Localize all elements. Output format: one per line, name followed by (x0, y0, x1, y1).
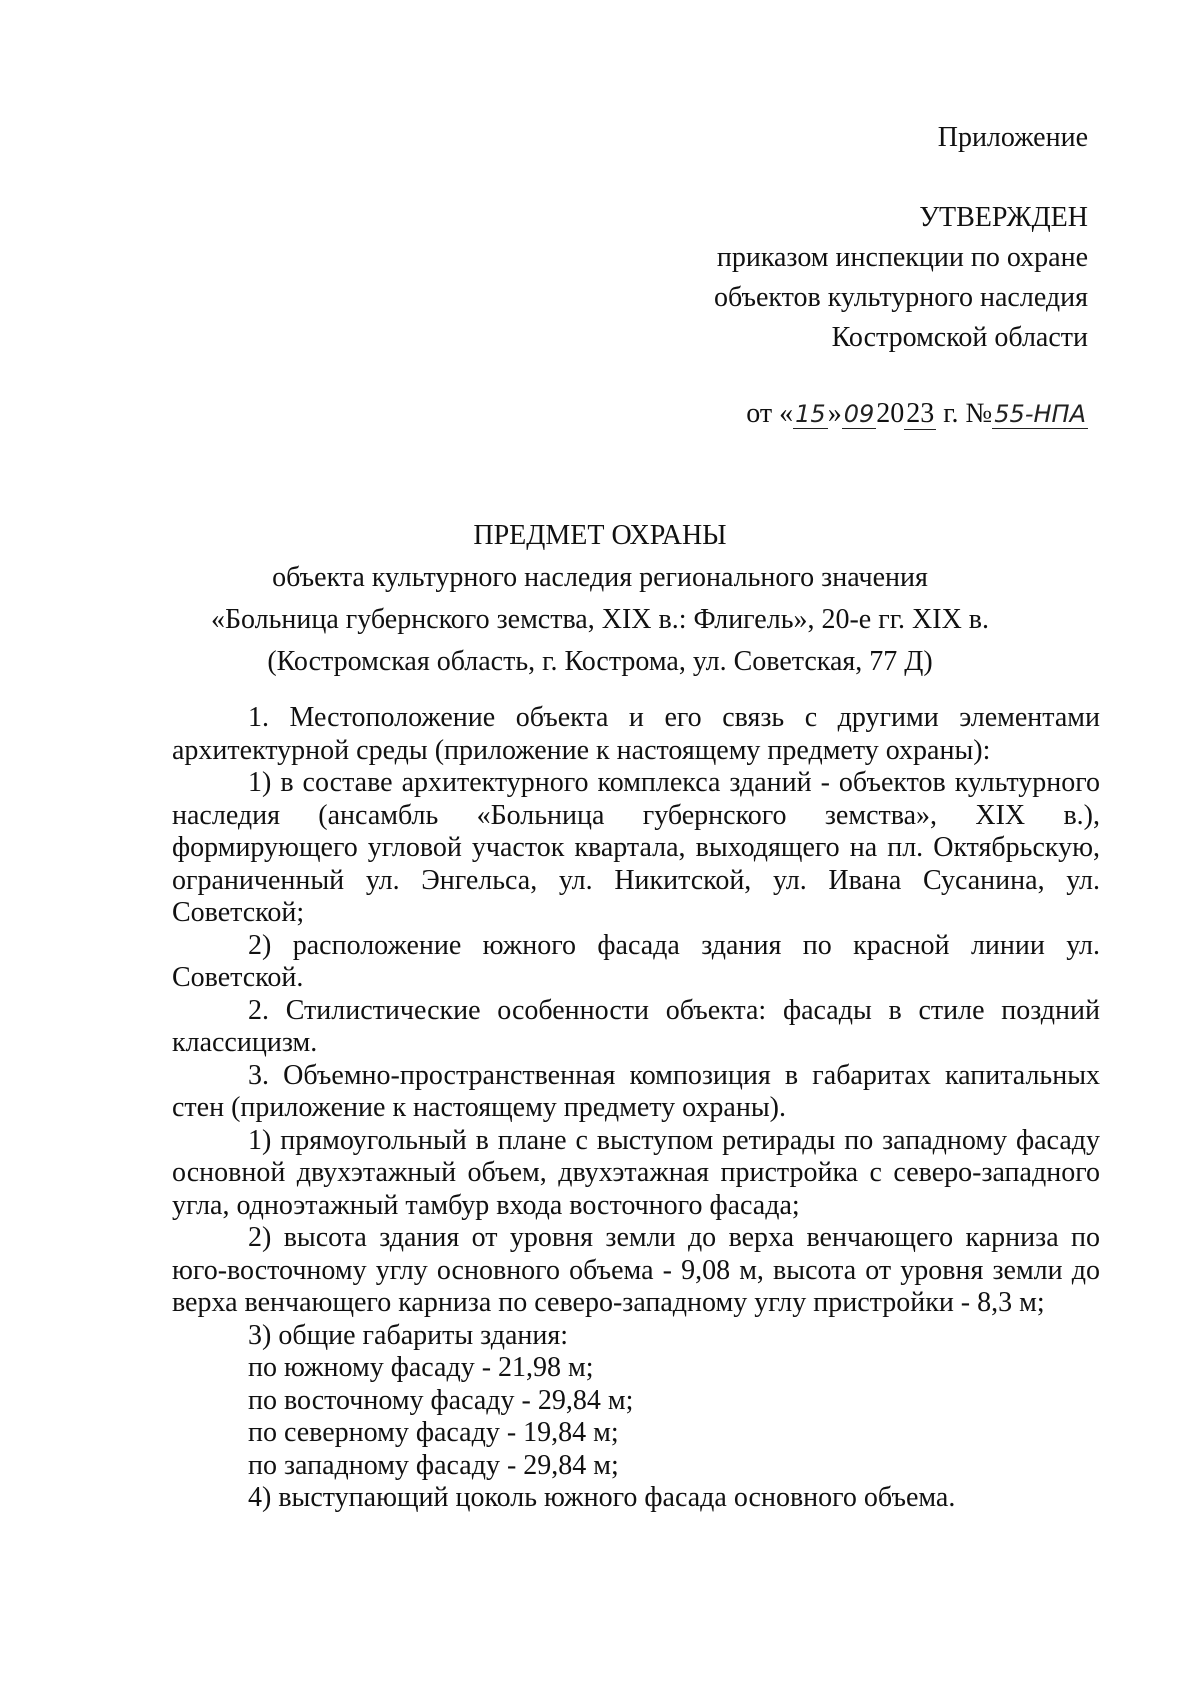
appendix-label: Приложение (937, 122, 1088, 153)
order-mid: » (827, 398, 842, 429)
order-year-suffix: г. № (936, 398, 993, 429)
paragraph-3-4: 4) выступающий цоколь южного фасада основного объема. (248, 1482, 956, 1513)
paragraph-3-1: 1) прямоугольный в плане с выступом ретирады по западному фасаду основной двухэтажный объем, двухэтажная пристройка с северо-западного угла, одноэтажный тамбур входа восточного фасада; (172, 1124, 1100, 1221)
paragraph-3-3: 3) общие габариты здания: (248, 1319, 569, 1351)
title-main: ПРЕДМЕТ ОХРАНЫ (473, 520, 727, 551)
approved-label: УТВЕРЖДЕН (919, 202, 1088, 233)
order-line-1: приказом инспекции по охране (716, 242, 1088, 273)
order-line-2: объектов культурного наследия (713, 282, 1088, 313)
order-day: 15 (795, 400, 826, 428)
paragraph-1-2: 2) расположение южного фасада здания по красной линии ул. Советской. (172, 929, 1100, 993)
document-body (172, 702, 1100, 1515)
order-month: 09 (843, 400, 875, 428)
title-line-3: (Костромская область, г. Кострома, ул. Советская, 77 Д) (267, 646, 933, 677)
order-date-number (714, 394, 1088, 434)
dimension-north: по северному фасаду - 19,84 м; (248, 1417, 619, 1448)
dimension-east: по восточному фасаду - 29,84 м; (248, 1384, 634, 1416)
approval-header (714, 118, 1088, 434)
order-line-3: Костромской области (831, 322, 1088, 353)
paragraph-2: 2. Стилистические особенности объекта: фасады в стиле поздний классицизм. (172, 994, 1100, 1058)
paragraph-1-1: 1) в составе архитектурного комплекса зданий - объектов культурного наследия (ансамбль «Больница губернского земства», XIX в.), формирующего угловой участок квартала, выходящего на пл. Октябрьскую, ограниченный ул. Энгельса, ул. Никитской, ул. Ивана Сусанина, ул. Советской; (172, 767, 1100, 928)
document-title (0, 516, 1200, 682)
paragraph-3-2: 2) высота здания от уровня земли до верха венчающего карниза по юго-восточному углу основного объема - 9,08 м, высота от уровня земли до верха венчающего карниза по северо-западному углу пристройки - 8,3 м; (172, 1222, 1100, 1318)
order-number: 55-НПА (994, 400, 1086, 428)
order-year-b: 23 (906, 398, 935, 429)
dimension-west: по западному фасаду - 29,84 м; (248, 1449, 619, 1481)
title-line-1: объекта культурного наследия регионального значения (272, 562, 928, 593)
paragraph-3: 3. Объемно-пространственная композиция в габаритах капитальных стен (приложение к настоящему предмету охраны). (172, 1059, 1100, 1123)
order-year-a: 20 (876, 398, 905, 429)
paragraph-1: 1. Местоположение объекта и его связь с другими элементами архитектурной среды (приложение к настоящему предмету охраны): (172, 702, 1100, 766)
title-line-2: «Больница губернского земства, XIX в.: Флигель», 20-е гг. XIX в. (210, 604, 990, 635)
order-prefix: от « (746, 398, 794, 429)
dimension-south: по южному фасаду - 21,98 м; (248, 1352, 594, 1383)
